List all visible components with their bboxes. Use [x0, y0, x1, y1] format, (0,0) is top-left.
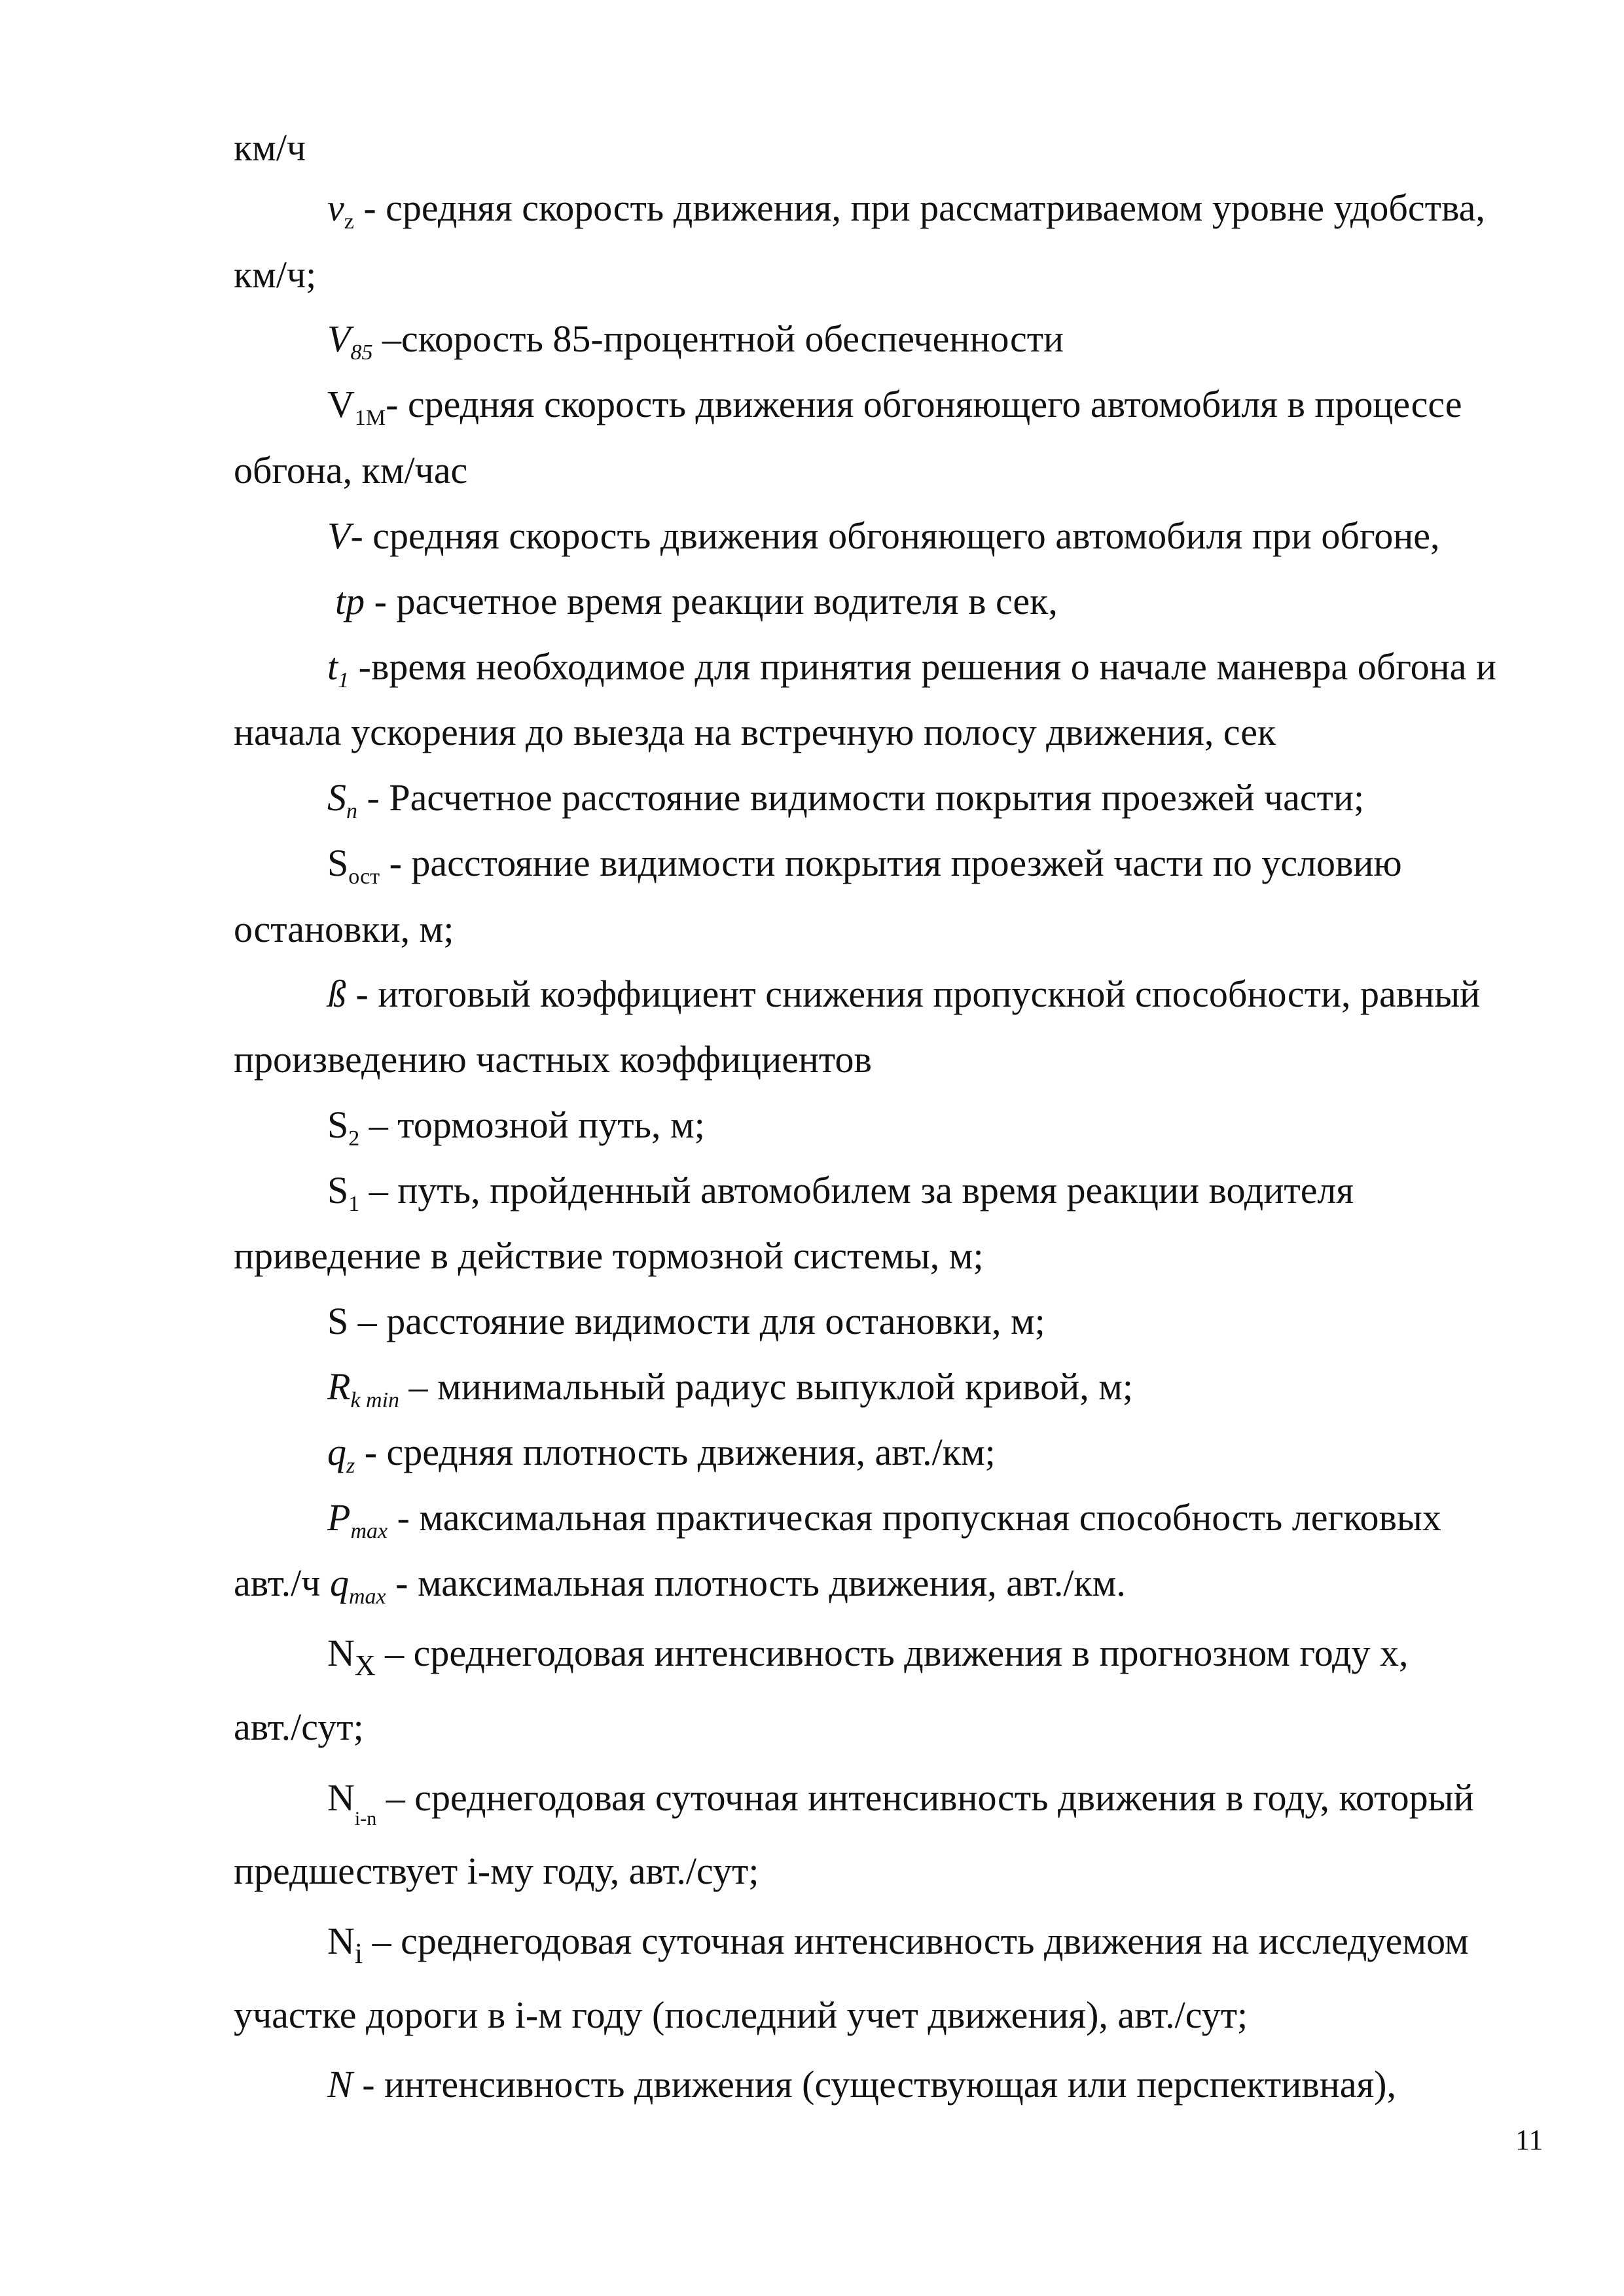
definition-vz [327, 185, 1604, 232]
symbol: S [327, 842, 349, 884]
definition-v85 [327, 315, 1604, 363]
definition-text: - средняя скорость движения обгоняющего автомобиля в процессе [386, 383, 1462, 425]
text-line-continuation [234, 906, 1510, 953]
definition-s [327, 1298, 1604, 1345]
definition-text: – минимальный радиус выпуклой кривой, м; [399, 1365, 1134, 1408]
symbol: S [327, 1103, 349, 1146]
symbol-subscript: X [354, 1649, 376, 1681]
definition-text: - расчетное время реакции водителя в сек, [365, 580, 1058, 622]
symbol: v [327, 187, 344, 229]
symbol-subscript: 1 [338, 668, 350, 692]
definition-qmax [234, 1560, 1510, 1607]
definition-text: – среднегодовая суточная интенсивность движения в году, который [376, 1776, 1474, 1819]
definition-beta [327, 971, 1604, 1018]
definition-text: - интенсивность движения (существующая или перспективная), [352, 2063, 1396, 2106]
definition-text: - максимальная практическая пропускная способность легковых [388, 1496, 1441, 1539]
definition-nin [327, 1774, 1604, 1829]
symbol-subscript: z [346, 1454, 355, 1478]
definition-text: - средняя скорость движения обгоняющего автомобиля при обгоне, [350, 514, 1440, 557]
definition-tp [335, 578, 1612, 625]
symbol: ß [327, 973, 346, 1015]
line-text: предшествует i-му году, авт./сут; [234, 1850, 759, 1892]
definition-s1 [327, 1167, 1604, 1214]
line-text: участке дороги в i-м году (последний учет движения), авт./сут; [234, 1994, 1248, 2036]
symbol: tp [335, 580, 365, 622]
page-number: 11 [1515, 2124, 1543, 2156]
symbol: S [327, 1169, 349, 1211]
symbol-subscript: max [348, 1585, 386, 1609]
definition-pmax [327, 1494, 1604, 1541]
symbol-subscript: 1M [354, 406, 386, 430]
line-text: обгона, км/час [234, 449, 468, 492]
line-text: приведение в действие тормозной системы, м; [234, 1234, 984, 1277]
symbol: S [327, 1300, 349, 1342]
definition-s2 [327, 1102, 1604, 1149]
definition-n [327, 2061, 1604, 2108]
line-text: остановки, м; [234, 908, 454, 950]
text-line-continuation [234, 1704, 1510, 1751]
definition-text: – расстояние видимости для остановки, м; [348, 1300, 1045, 1342]
definition-text: – среднегодовая суточная интенсивность движения на исследуемом [363, 1920, 1469, 1962]
symbol-subscript: i-n [354, 1808, 377, 1829]
symbol-subscript: 85 [350, 340, 373, 365]
text-line-unit [234, 124, 1510, 171]
definition-text: - средняя плотность движения, авт./км; [355, 1431, 996, 1473]
definition-v1m [327, 381, 1604, 428]
symbol: P [327, 1496, 351, 1539]
text-line-continuation [234, 1992, 1510, 2039]
definition-sn [327, 774, 1604, 821]
definition-sost [327, 840, 1604, 887]
symbol-subscript: z [344, 209, 354, 234]
definition-text: -время необходимое для принятия решения о начале маневра обгона и [349, 645, 1496, 688]
definition-text: – тормозной путь, м; [359, 1103, 705, 1146]
line-text: начала ускорения до выезда на встречную полосу движения, сек [234, 711, 1276, 753]
symbol-subscript: k min [350, 1388, 400, 1412]
symbol-subscript: ост [348, 865, 380, 889]
symbol-subscript: 1 [348, 1192, 360, 1216]
line-text: произведению частных коэффициентов [234, 1038, 872, 1081]
text-line-continuation [234, 1036, 1510, 1083]
definition-v [327, 512, 1604, 560]
definition-qz [327, 1429, 1604, 1476]
symbol: R [327, 1365, 351, 1408]
symbol-subscript: i [354, 1937, 363, 1969]
definition-t1 [327, 643, 1604, 691]
text-line-continuation [234, 447, 1510, 494]
symbol-subscript: max [350, 1519, 388, 1543]
line-text: авт./ч [234, 1562, 330, 1604]
symbol: N [327, 1632, 355, 1674]
text-line-continuation [234, 1232, 1510, 1280]
line-text: авт./сут; [234, 1706, 364, 1748]
line-text: км/ч; [234, 253, 317, 296]
line-text: км/ч [234, 126, 306, 169]
definition-text: - расстояние видимости покрытия проезжей части по условию [380, 842, 1402, 884]
definition-nx [327, 1630, 1604, 1681]
symbol: N [327, 1776, 355, 1819]
definition-text: - Расчетное расстояние видимости покрытия проезжей части; [357, 776, 1365, 819]
symbol: t [327, 645, 338, 688]
symbol: N [327, 1920, 355, 1962]
definition-text: – среднегодовая интенсивность движения в прогнозном году х, [375, 1632, 1409, 1674]
definition-ni [327, 1918, 1604, 1969]
symbol-subscript: n [346, 799, 357, 823]
definition-text: – путь, пройденный автомобилем за время реакции водителя [359, 1169, 1354, 1211]
text-line-continuation [234, 709, 1510, 756]
symbol: N [327, 2063, 353, 2106]
symbol: V [327, 514, 351, 557]
symbol: q [327, 1431, 346, 1473]
symbol: V [327, 383, 355, 425]
symbol: q [329, 1562, 349, 1604]
definition-text: - средняя скорость движения, при рассматриваемом уровне удобства, [353, 187, 1485, 229]
definition-text: –скорость 85-процентной обеспеченности [372, 317, 1064, 360]
symbol-subscript: 2 [348, 1126, 360, 1151]
definition-rkmin [327, 1363, 1604, 1410]
definition-text: - итоговый коэффициент снижения пропускной способности, равный [346, 973, 1481, 1015]
text-line-continuation [234, 251, 1510, 298]
symbol: V [327, 317, 351, 360]
symbol: S [327, 776, 346, 819]
text-line-continuation [234, 1848, 1510, 1895]
definition-text: - максимальная плотность движения, авт./км. [386, 1562, 1126, 1604]
